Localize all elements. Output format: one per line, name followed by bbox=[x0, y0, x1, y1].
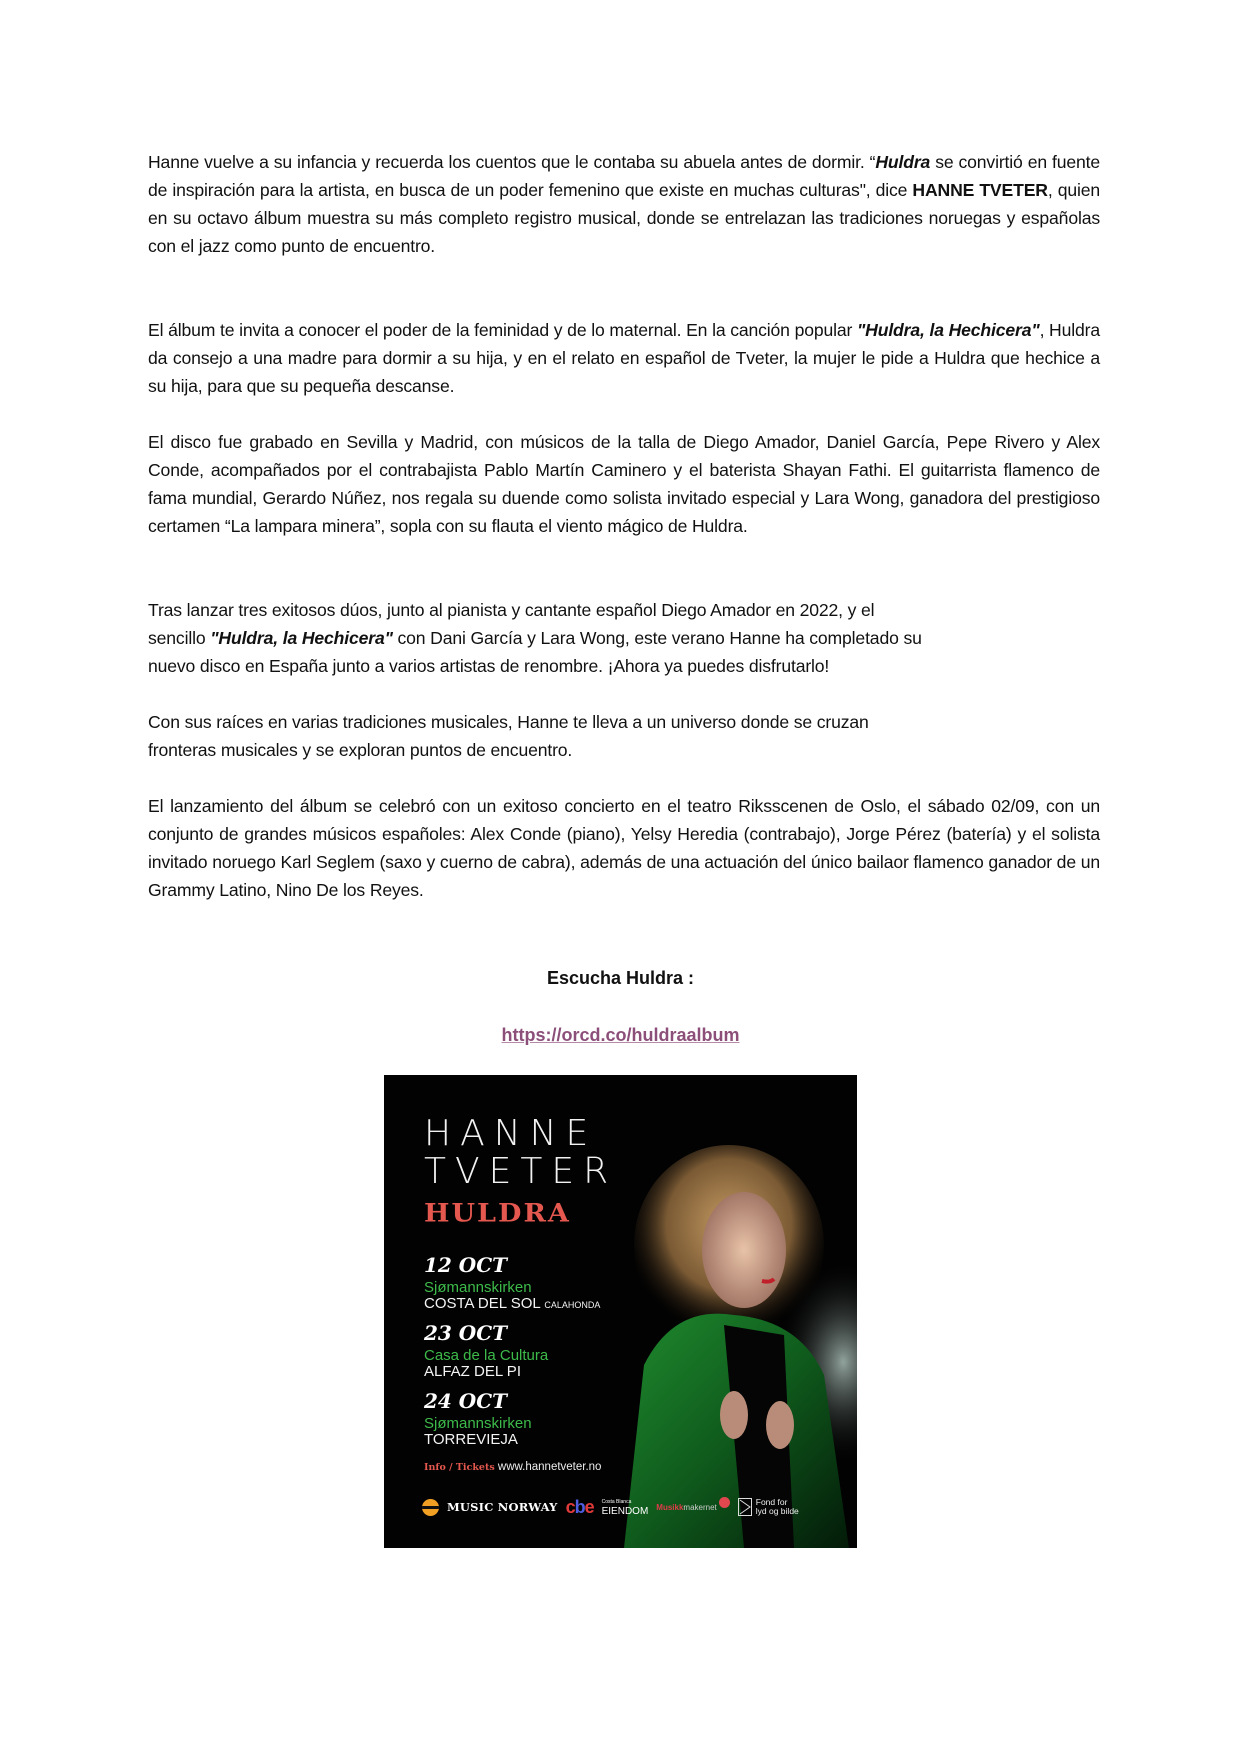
musikkmakernet-logo: Musikkmakernet bbox=[656, 1502, 717, 1512]
poster-artist-first-name: HANNE bbox=[424, 1113, 598, 1154]
paragraph-roots: Con sus raíces en varias tradiciones musicales, Hanne te lleva a un universo donde se cruzan fronteras musicales y se exploran puntos de encuentro. bbox=[148, 712, 869, 760]
poster-date-3: 24 OCT bbox=[424, 1389, 508, 1413]
musikkmakernet-dot-icon bbox=[719, 1497, 730, 1508]
cbe-logo: cbe bbox=[565, 1496, 594, 1517]
album-link[interactable]: https://orcd.co/huldraalbum bbox=[501, 1025, 740, 1045]
poster-venue-1: Sjømannskirken bbox=[424, 1279, 532, 1296]
poster-city-3: TORREVIEJA bbox=[424, 1431, 518, 1448]
sponsor-logos bbox=[422, 1495, 799, 1519]
poster-website: www.hannetveter.no bbox=[497, 1461, 602, 1473]
paragraph-intro: Hanne vuelve a su infancia y recuerda los cuentos que le contaba su abuela antes de dormir. “Huldra se convirtió en fuente de inspiración para la artista, en busca de un poder femenino que existe en muchas culturas", dice HANNE TVETER, quien en su octavo álbum muestra su más completo registro musical, donde se entrelazan las tradiciones noruegas y españolas con el jazz como punto de encuentro. bbox=[148, 152, 1101, 256]
fond-play-icon bbox=[738, 1498, 752, 1516]
artist-photo bbox=[584, 1135, 857, 1548]
concert-poster bbox=[384, 1075, 857, 1548]
huldra-emphasis: Huldra bbox=[875, 152, 931, 172]
music-norway-logo: MUSIC NORWAY bbox=[447, 1500, 558, 1514]
fond-logo: Fond for lyd og bilde bbox=[738, 1498, 799, 1516]
poster-info bbox=[424, 1461, 601, 1473]
poster-city-1: COSTA DEL SOL CALAHONDA bbox=[424, 1295, 601, 1312]
poster-info-label: Info / Tickets bbox=[424, 1462, 495, 1473]
artist-name-bold: HANNE TVETER bbox=[912, 180, 1048, 200]
song-title-emphasis: "Huldra, la Hechicera" bbox=[856, 320, 1040, 340]
poster-date-1: 12 OCT bbox=[424, 1253, 508, 1277]
poster-date-2: 23 OCT bbox=[424, 1321, 508, 1345]
paragraph-recording: El disco fue grabado en Sevilla y Madrid, con músicos de la talla de Diego Amador, Daniel García, Pepe Rivero y Alex Conde, acompañados por el contrabajista Pablo Martín Caminero y el baterista Shayan Fathi. El guitarrista flamenco de fama mundial, Gerardo Núñez, nos regala su duende como solista invitado especial y Lara Wong, ganadora del prestigioso certamen “La lampara minera”, sopla con su flauta el viento mágico de Huldra. bbox=[148, 432, 1100, 536]
poster-venue-3: Sjømannskirken bbox=[424, 1415, 532, 1432]
music-norway-logo-icon bbox=[422, 1499, 439, 1516]
poster-city-2: ALFAZ DEL PI bbox=[424, 1363, 521, 1380]
listen-heading: Escucha Huldra : bbox=[546, 968, 695, 988]
poster-artist-last-name: TVETER bbox=[424, 1151, 618, 1192]
eiendom-logo: Costa Blanca EIENDOM bbox=[601, 1499, 649, 1517]
poster-album-title: HULDRA bbox=[424, 1198, 571, 1229]
single-title-emphasis: "Huldra, la Hechicera" bbox=[210, 628, 393, 648]
paragraph-launch: El lanzamiento del álbum se celebró con un exitoso concierto en el teatro Riksscenen de Oslo, el sábado 02/09, con un conjunto de grandes músicos españoles: Alex Conde (piano), Yelsy Heredia (contrabajo), Jorge Pérez (batería) y el solista invitado noruego Karl Seglem (saxo y cuerno de cabra), además de una actuación del único bailaor flamenco ganador de un Grammy Latino, Nino De los Reyes. bbox=[148, 796, 1100, 900]
paragraph-album: El álbum te invita a conocer el poder de la feminidad y de lo maternal. En la canción popular "Huldra, la Hechicera", Huldra da consejo a una madre para dormir a su hija, y en el relato en español de Tveter, la mujer le pide a Huldra que hechice a su hija, para que su pequeña descanse. bbox=[148, 320, 1100, 396]
poster-venue-2: Casa de la Cultura bbox=[424, 1347, 549, 1364]
paragraph-duos: Tras lanzar tres exitosos dúos, junto al pianista y cantante español Diego Amador en 2022, y el sencillo "Huldra, la Hechicera" con Dani García y Lara Wong, este verano Hanne ha completado su nuevo disco en España junto a varios artistas de renombre. ¡Ahora ya puedes disfrutarlo! bbox=[148, 600, 922, 676]
